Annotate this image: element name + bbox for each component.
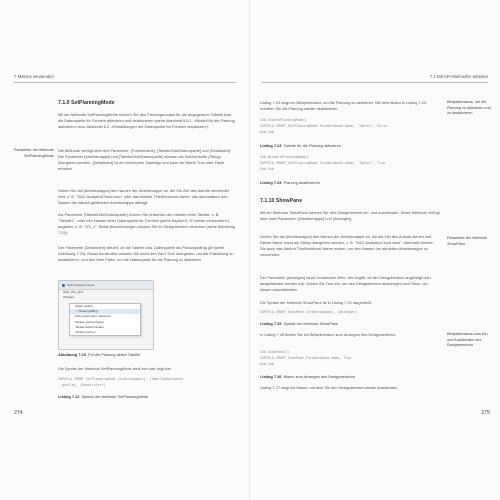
margin-note-right-2: Parameter der Methode ShowPane [447,236,488,246]
figure-app-title: SAP Analytics Cloud [67,283,95,287]
menu-item: Tabelle ausschneiden [75,324,104,329]
syntax-intro-right: Die Syntax der Methode ShowPane ist in Listing 7.25 dargestellt: [260,300,372,305]
paragraph-1: Mit der Methode SetPlanningMode können Sie den Planungsmodus für die angegebene Tabelle bzw. die Datenquelle für Formeln aktivieren und deaktivieren (siehe Abschnitt 5.5.1, »Modell für die Planung aktivieren« bzw. Abschnitt 6.2, »Einstellungen der Datenquelle für Formeln anpassen«). [58,112,235,130]
paragraph-2: Die Methode verfügt über drei Parameter: [Formelname], [TabelleOderDatenquelle] und [Deaktiviert]. Die Parameter [Arbeitsmappe] und [TabelleOderDatenquelle] müssen als Zeichenkette (String) übergeben werden. [Deaktiviert] ist ein boolescher Datentyp und kann die Werte True oder False erhalten. [58,148,232,172]
right-page [250,0,500,500]
figure-subtitle: SAP_VKL_001 [63,290,84,294]
listing-caption-7-26: Listing 7.26 Makro zum Anzeigen des Designbereichs [260,374,356,379]
menu-item: Tabelle löschen [75,329,96,334]
code-enable-planning: Sub EnablePlanningMode() SAPSFLA_SMART_SetPlanningMode ThisWorkbook.Name, "Table1", False End Sub [260,118,388,134]
running-head-right: 7.1 Mit API-Methoden arbeiten [429,74,488,79]
running-head-rule-left [14,82,236,83]
menu-item: Planungsbereich aktivieren [75,314,112,319]
page-number-right: 275 [481,410,490,416]
running-head-rule-right [262,82,488,83]
syntax-intro-left: Die Syntax der Methode SetPlanningMode stellt sich wie folgt dar: [58,366,172,371]
listing-caption-7-24: Listing 7.24 Planung deaktivieren [260,180,320,185]
menu-item: Tabelle nachverfolgen [75,319,105,324]
section-title-setplanningmode: 7.1.9 SetPlanningMode [58,100,115,106]
showpane-paragraph-2: Geben Sie als [Arbeitsmappe] den Namen der Arbeitsmappe an, die als Ziel des Aufrufs dienen soll. Dieser Name muss als String übergeben werden, z. B. "SAC.AnalyticsCloud.xlsm". Alternativ können Sie auch das Attribut ThisWorkbook.Name nutzen, um den Namen der aktuellen Arbeitsmappe zu verwenden. [260,234,434,258]
figure-title-bar [59,281,153,290]
margin-note-left: Parameter der Methode SetPlanningMode [13,148,54,158]
menu-item: Zeilen ändern [75,304,94,308]
code-syntax-setplanningmode: SAPSFLA_SMART_SetPlanningMode [Arbeitsmappe], [TabelleOderDaten- quelle], [Deaktiviert] [58,377,186,387]
sap-logo-icon [62,284,65,287]
showpane-paragraph-1: Mit der Methode ShowPane können Sie den Designbereich ein- und ausblenden. Diese Methode verfügt über zwei Parameter: [Arbeitsmappe] und [Anzeigen]. [260,210,440,222]
code-syntax-showpane: SAPSFLA_SMART_ShowPane [Arbeitsmappe], [Anzeigen] [260,310,358,314]
figure-row-label: Tabelle1 [63,295,75,299]
running-head-left: 7 Makros verwenden [14,74,54,79]
margin-note-right-3: Beispielmakros zum Ein- und Ausblenden des Designbereichs [447,332,489,348]
section-title-showpane: 7.1.10 ShowPane [260,198,303,204]
figure-caption: Abbildung 7.23 Für die Planung aktive Tabelle [58,352,141,357]
last-paragraph: Listing 7.27 zeigt ein Makro, mit dem Sie den Designbereich wieder ausblenden. [260,385,399,390]
figure-screenshot [58,280,154,350]
example-paragraph: In Listing 7.26 finden Sie ein Beispielmakro zum Anzeigen des Designbereichs. [260,332,397,337]
listing-caption-7-23: Listing 7.23 Tabelle für die Planung aktivieren [260,143,341,148]
figure-context-menu [69,303,141,336]
showpane-paragraph-3: Der Parameter [Anzeigen] ist ein boolescher Wert, der angibt, ob der Designbereich angezeigt oder ausgeblendet werden soll. Geben Sie True ein, um den Designbereich anzuzeigen und False, um diesen auszublenden. [260,275,431,293]
listing-caption-7-25: Listing 7.25 Syntax der Methode ShowPane [260,321,339,326]
checkmark-icon: ✓ [75,309,78,314]
paragraph-5: Der Parameter [Deaktiviert] steuert, ob die Tabelle bzw. Datenquelle als Planungsfähig gilt (siehe Abbildung 7.23). Etwas konstruktiv müssen Sie dafür den Wert True übergeben, um die Einstellung zu deaktivieren, und den Wert False, um die Datenquelle für die Planung zu aktivieren. [58,245,234,263]
page-number-left: 274 [14,410,23,416]
margin-note-right-1: Beispielmakros, um die Planung zu aktivieren und zu deaktivieren [447,100,491,116]
code-disable-planning: Sub DisablePlanningMode() SAPSFLA_SMART_SetPlanningMode ThisWorkbook.Name, "Table1", True End Sub [260,155,386,171]
listing-caption-left: Listing 7.22 Syntax der Methode SetPlanningMode [58,394,149,399]
intro-paragraph: Listing 7.23 zeigt ein Beispielmakro, um die Planung zu aktivieren. Mit dem Makro in Listing 7.24 schalten Sie die Planung wieder deaktivieren. [260,100,427,112]
menu-item-selected: ✓Planungsfähig [70,309,140,314]
paragraph-4: Als Parameter [TabelleOderDatenquelle] können Sie entweder den Namen einer Tabelle, z. B. "Tabelle1", oder den Namen einer Datenquelle für Formeln (siehe Kapitel 6, »Formeln verwenden«) angeben, z. B. "DS_1". Beide Bezeichnungen können Sie im Designbereich einsehen (siehe Abbildung 7.23). [58,212,236,236]
paragraph-3: Geben Sie als [Arbeitsmappe] den Namen der Arbeitsmappe an, die Sie Ziel des Aufrufs verwendet wird, z. B. "SAC.AnalyticsCloud.xlsm" oder das Attribut ThisWorkbook.Name, das automatisch den Namen der aktuell geöffneten Arbeitsmappe abfragt. [58,188,229,206]
code-show-panel: Sub ShowPanel() SAPSFLA_SMART_ShowPane ThisWorkbook.Name, True End Sub [260,350,352,366]
